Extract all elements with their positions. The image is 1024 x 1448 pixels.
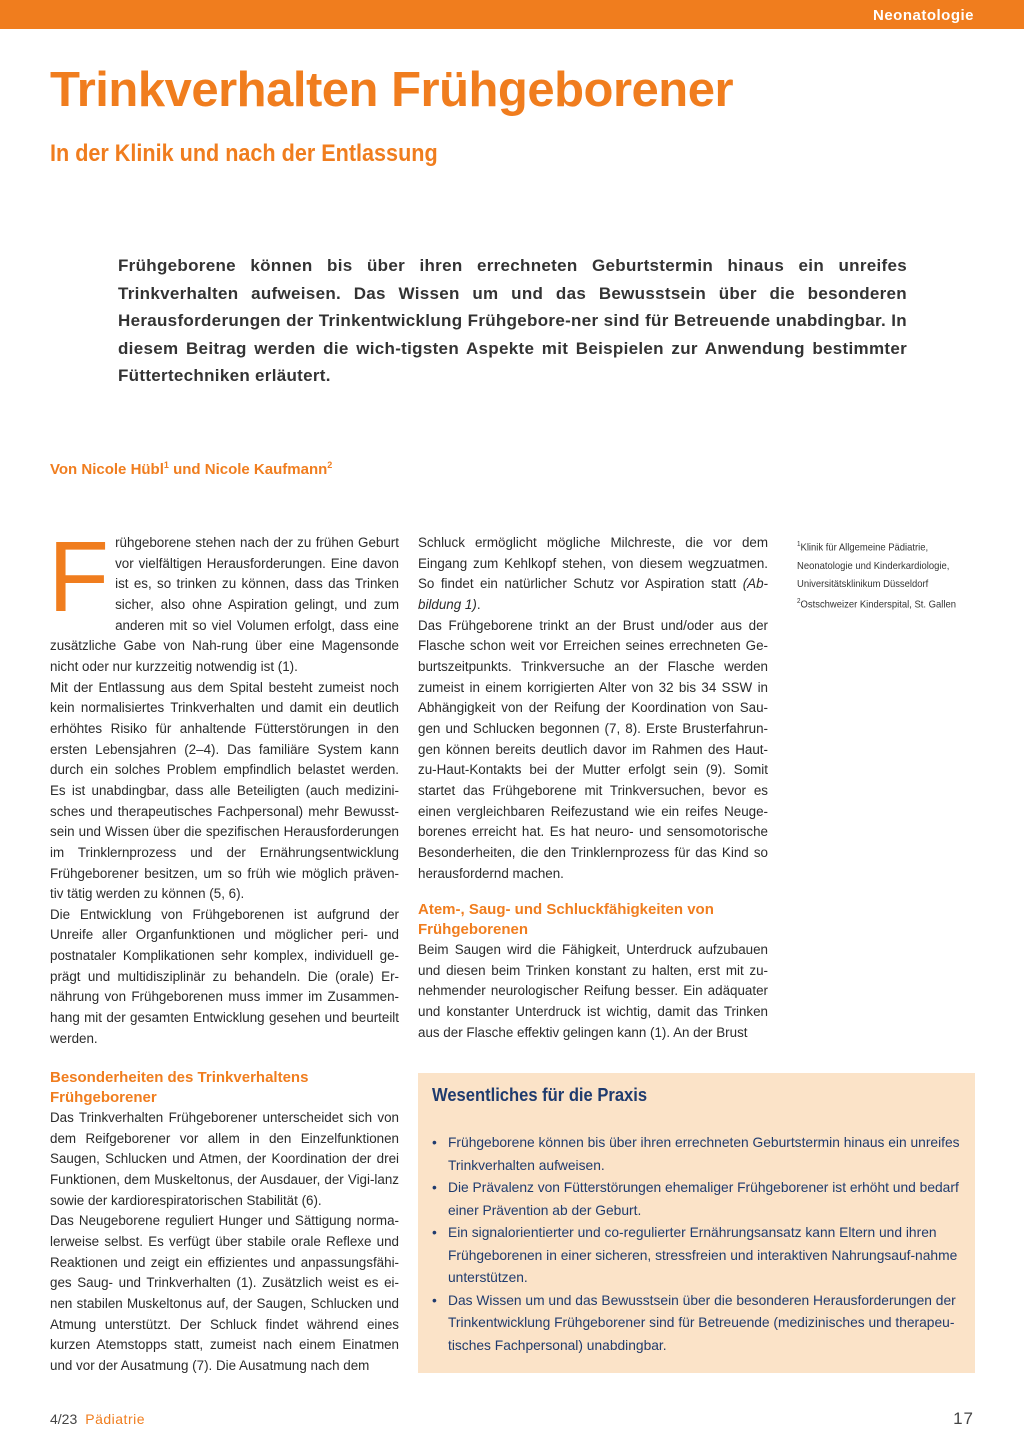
paragraph: Das Trinkverhalten Frühgeborener unterscheidet sich von dem Reifgeborener vor allem in den Einzelfunktionen Saugen, Schlucken und Atmen, der Koordination der drei Funktionen, dem Muskeltonus, der Ausdauer, der Vigi-lanz sowie der kardiorespiratorischen Stabilität (6). bbox=[50, 1110, 399, 1208]
page-number: 17 bbox=[953, 1409, 974, 1428]
paragraph: Das Neugeborene reguliert Hunger und Sättigung norma-lerweise selbst. Es verfügt über stabile orale Reflexe und Reaktionen und zeigt ein effizientes und anpassungsfähi-ges Saug- und Trinkverhalten (1). Zusätzlich weist es ei-nen stabilen Muskeltonus auf, der Saugen, Schlucken und Atmung unterstützt. Der Schluck findet während eines kurzen Atemstopps statt, zumeist nach einem Einatmen und vor der Ausatmung (7). Die Ausatmung nach dem bbox=[50, 1213, 399, 1373]
section-label: Neonatologie bbox=[872, 7, 974, 24]
article-title: Trinkverhalten Frühgeborener bbox=[50, 63, 734, 117]
paragraph: Das Frühgeborene trinkt an der Brust und/oder aus der Flasche schon weit vor Erreichen seines errechneten Ge-burtszeitpunkts. Trinkversuche an der Flasche werden zumeist in einem korrigierten Alter von 32 bis 34 SSW in Abhängigkeit von der Reifung der Koordination von Sau-gen und Schlucken begonnen (7, 8). Erste Brusterfahrun-gen können bereits deutlich davor im Rahmen des Haut-zu-Haut-Kontakts bei der Mutter erfolgt sein (9). Somit startet das Frühgeborene mit Trinkversuchen, bevor es einen vergleichbaren Reifezustand wie ein reifes Neuge-borenes erreicht hat. Es hat neuro- und sensomotorische Besonderheiten, die den Trinklernprozess für das Kind so herausfordernd machen. bbox=[418, 617, 768, 881]
section-heading: Besonderheiten des Trinkverhaltens Frühgeborener bbox=[50, 1069, 309, 1106]
footer-issue bbox=[50, 1411, 145, 1427]
bullet-icon: • bbox=[432, 1180, 437, 1195]
key-points-title: Wesentliches für die Praxis bbox=[432, 1085, 648, 1105]
text-column-2 bbox=[418, 533, 768, 1043]
key-point: • Das Wissen um und das Bewusstsein über die besonderen Herausforderungen der Trinkentwicklung Frühgeborener sind für Betreuende (medizinisches und therapeu-tisches Fachpersonal) unabdingbar. bbox=[432, 1290, 967, 1358]
paragraph: Mit der Entlassung aus dem Spital besteht zumeist noch kein normalisiertes Trinkverhalten und damit ein deutlich erhöhtes Risiko für anhaltende Fütterstörungen in den ersten Lebensjahren (2–4). Das familiäre System kann durch ein solches Problem empfindlich belastet werden. Es ist unabdingbar, dass alle Beteiligten (auch medizini-sches und therapeutisches Fachpersonal) mehr Bewusst-sein und Wissen über die spezifischen Herausforderungen im Trinklernprozess und der Ernährungsentwicklung Frühgeborener besitzen, um so früh wie möglich präven-tiv tätig werden zu können (5, 6). bbox=[50, 679, 399, 902]
key-point: • Die Prävalenz von Fütterstörungen ehemaliger Frühgeborener ist erhöht und bedarf einer Prävention ab der Geburt. bbox=[432, 1177, 967, 1222]
article-subtitle: In der Klinik und nach der Entlassung bbox=[50, 140, 438, 167]
affiliations bbox=[797, 536, 959, 613]
article-lead: Frühgeborene können bis über ihren errechneten Geburtstermin hinaus ein unreifes Trinkverhalten aufweisen. Das Wissen um und das Bewusstsein über die besonderen Herausforderungen der Trinkentwicklung Frühgebore-ner sind für Betreuende unabdingbar. In diesem Beitrag werden die wich-tigsten Aspekte mit Beispielen zur Anwendung bestimmter Füttertechniken erläutert. bbox=[118, 256, 907, 385]
author-2-ref: 2 bbox=[327, 460, 333, 470]
bullet-icon: • bbox=[432, 1225, 437, 1240]
key-point: • Frühgeborene können bis über ihren errechneten Geburtstermin hinaus ein unreifes Trinkverhalten aufweisen. bbox=[432, 1132, 967, 1177]
text-column-3 bbox=[50, 1068, 399, 1377]
affiliation-2: $^2$Ostschweizer Kinderspital, St. Gallen bbox=[797, 597, 956, 610]
key-points-box bbox=[418, 1073, 975, 1373]
paragraph: Schluck ermöglicht mögliche Milchreste, die vor dem Eingang zum Kehlkopf stehen, von diesem wegzuatmen. So findet ein natürlicher Schutz vor Aspiration statt (Ab-bildung 1). bbox=[418, 535, 768, 612]
paragraph: Die Entwicklung von Frühgeborenen ist aufgrund der Unreife aller Organfunktionen und möglicher peri- und postnataler Komplikationen sehr komplex, individuell ge-prägt und multidisziplinär zu behandeln. Die (orale) Er-nährung von Frühgeborenen muss immer im Zusammen-hang mit der gesamten Entwicklung gesehen und beurteilt werden. bbox=[50, 906, 399, 1046]
author-2: und Nicole Kaufmann bbox=[168, 461, 328, 478]
section-heading: Atem-, Saug- und Schluckfähigkeiten von Frühgeborenen bbox=[418, 901, 714, 939]
bullet-icon: • bbox=[432, 1292, 437, 1308]
text-column-1 bbox=[48, 521, 399, 1049]
section-header-bar bbox=[0, 0, 1024, 29]
key-points-list bbox=[432, 1132, 967, 1357]
byline bbox=[50, 460, 332, 478]
drop-cap: F bbox=[48, 521, 110, 633]
author-1: Von Nicole Hübl bbox=[50, 461, 164, 478]
issue-number: 4/23 bbox=[50, 1411, 78, 1427]
key-point: • Ein signalorientierter und co-regulierter Ernährungsansatz kann Eltern und ihren Frühgeborenen in einer sicheren, stressfreien und interaktiven Nahrungsauf-nahme unterstützen. bbox=[432, 1222, 967, 1290]
journal-name: Pädiatrie bbox=[85, 1411, 146, 1427]
paragraph: Beim Saugen wird die Fähigkeit, Unterdruck aufzubauen und diesen beim Trinken konstant zu halten, erst mit zu-nehmender neurologischer Reifung besser. Ein adäquater und konstanter Unterdruck ist wichtig, damit das Trinken aus der Flasche effektiv gelingen kann (1). An der Brust bbox=[418, 942, 768, 1040]
author-1-ref: 1 bbox=[163, 460, 169, 470]
bullet-icon: • bbox=[432, 1135, 437, 1150]
figure-reference: (Ab-bildung 1) bbox=[418, 576, 768, 612]
affiliation-1: $^1$Klinik für Allgemeine Pädiatrie, Neonatologie und Kinderkardiologie, Universitätsklinikum Düsseldorf bbox=[797, 541, 950, 590]
paragraph: rühgeborene stehen nach der zu frühen Geburt vor vielfältigen Herausforderungen. Eine davon ist es, so trinken zu können, dass das Trinken sicher, also ohne Aspiration gelingt, und zum anderen mit so viel Volumen erfolgt, dass eine zusätzliche Gabe von Nah-rung über eine Magensonde nicht oder nur kurzzeitig notwendig ist (1). bbox=[50, 535, 399, 674]
